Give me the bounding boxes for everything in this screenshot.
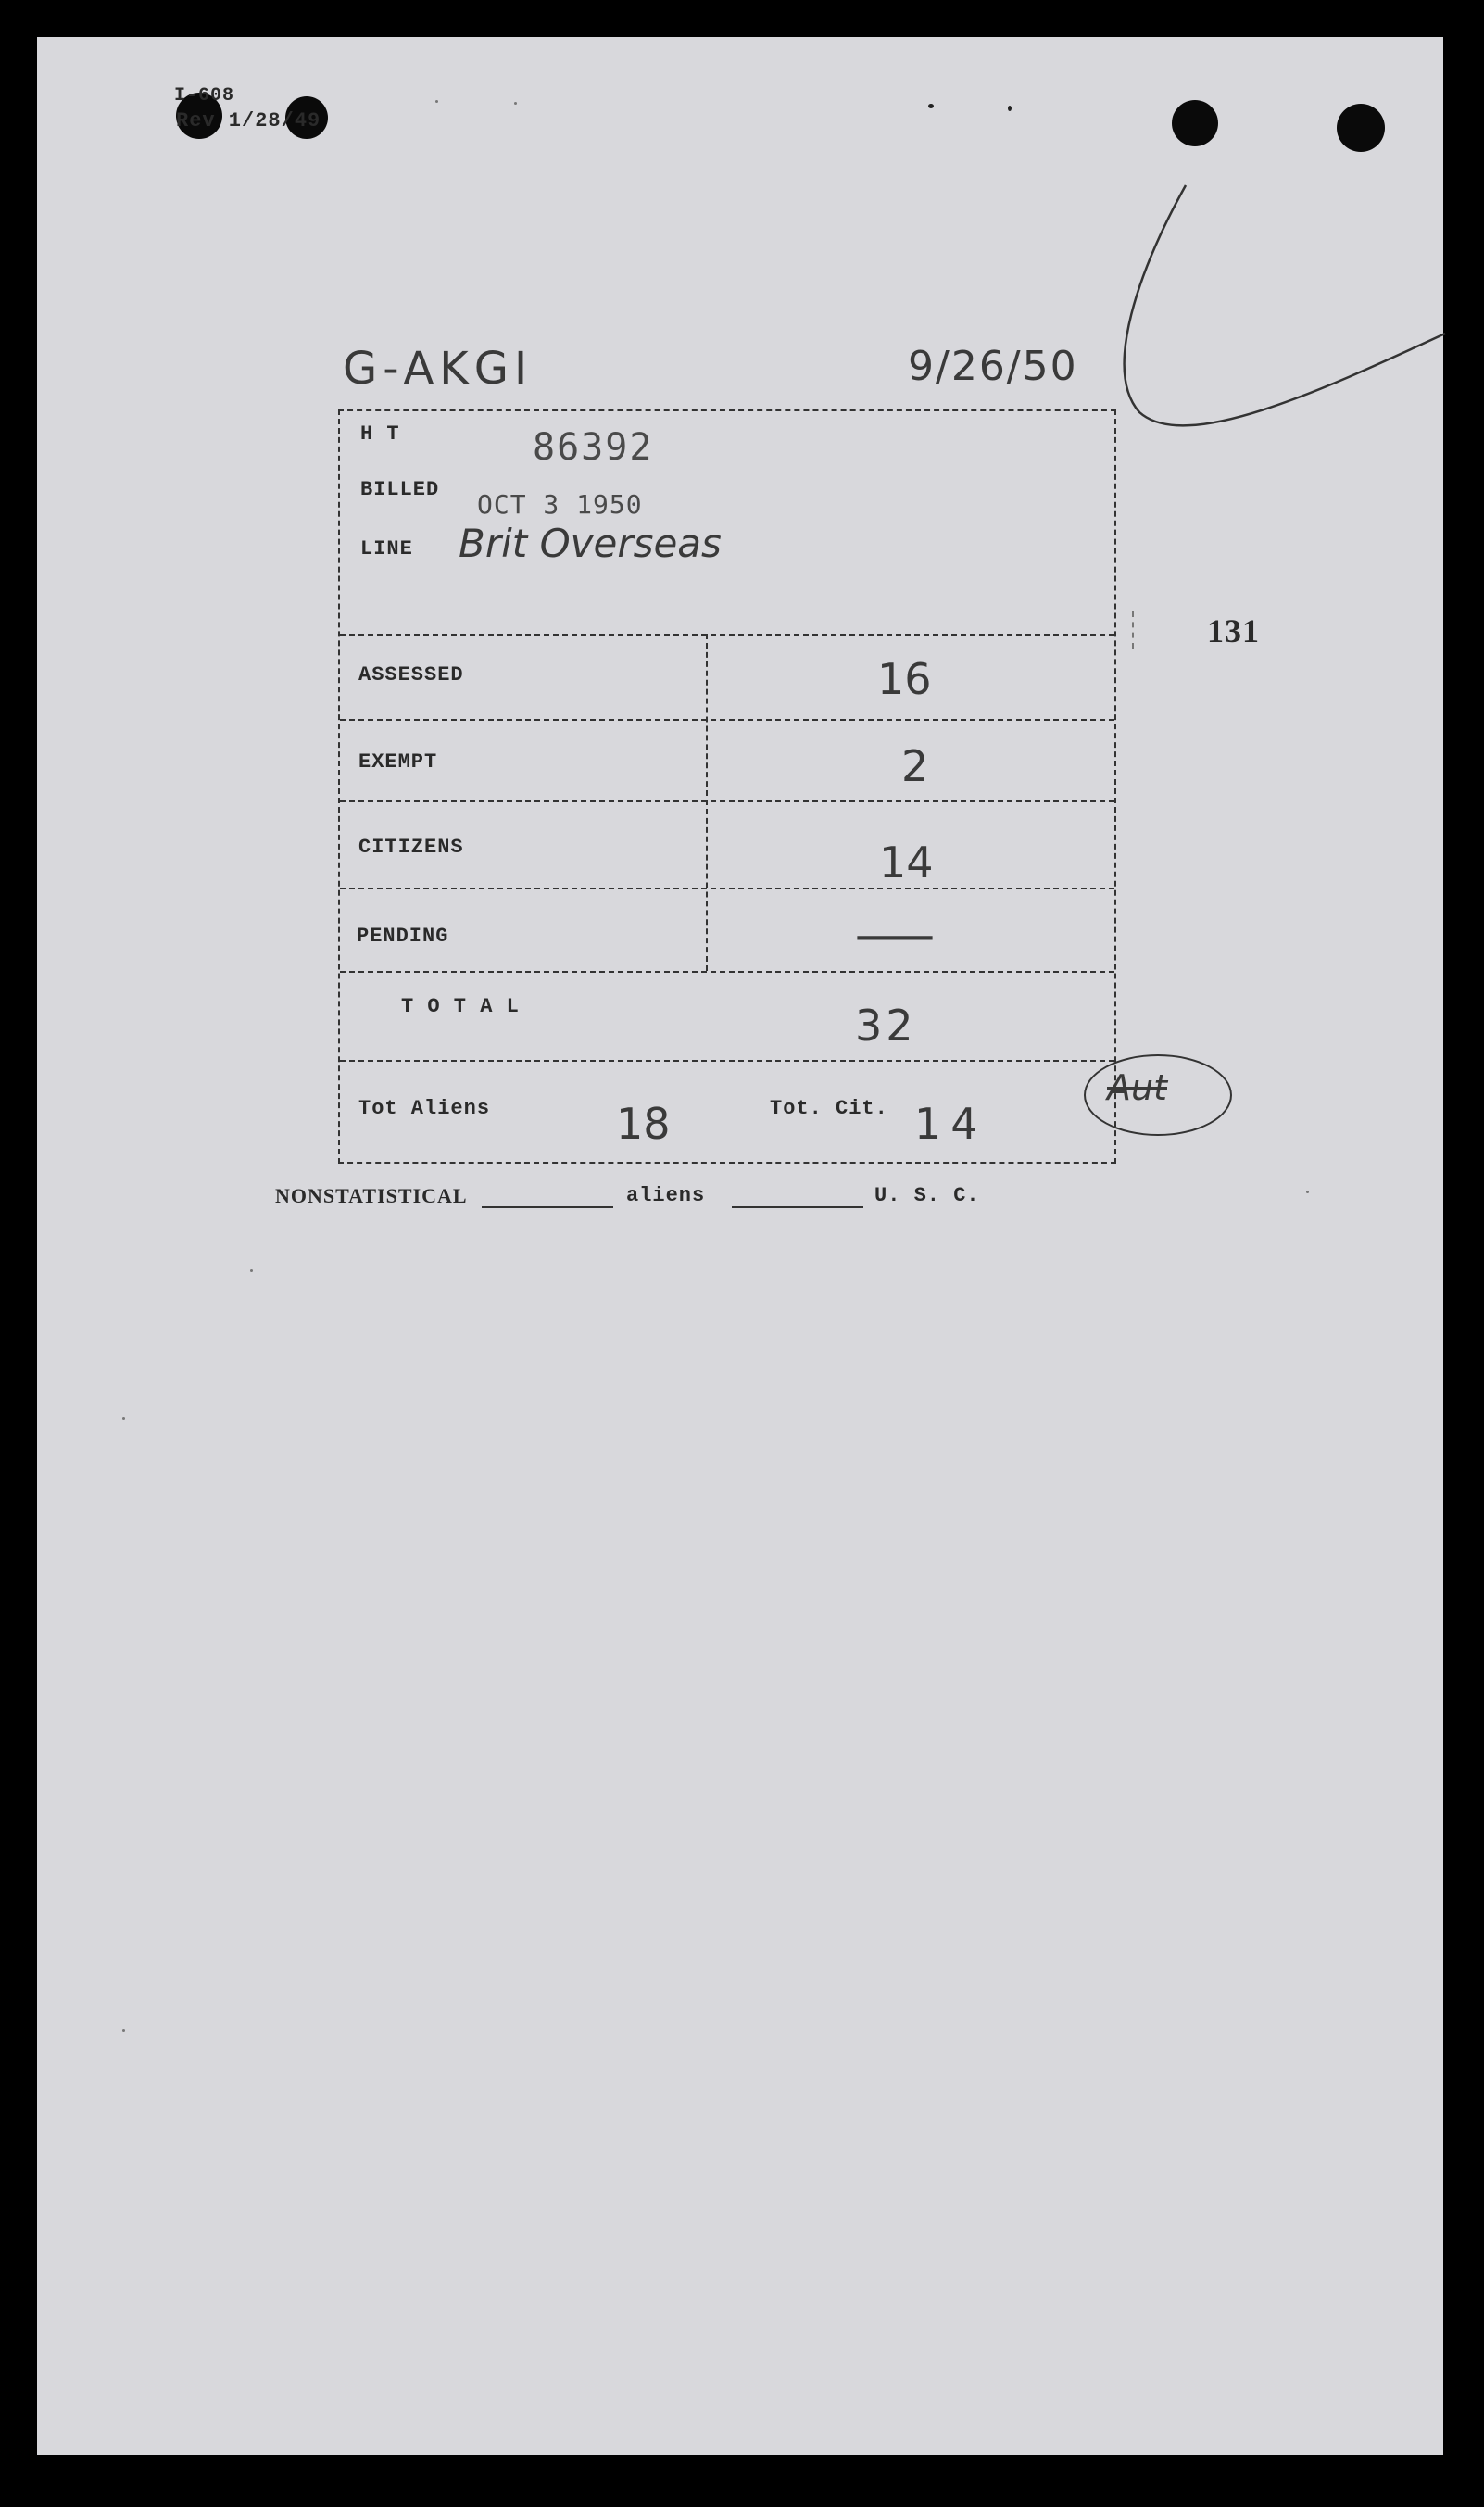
total-label: T O T A L bbox=[401, 995, 520, 1018]
speck bbox=[122, 1417, 125, 1420]
divider bbox=[340, 971, 1114, 973]
aliens-label: aliens bbox=[626, 1184, 706, 1207]
column-divider bbox=[706, 634, 708, 971]
billed-label: BILLED bbox=[360, 478, 440, 501]
nonstatistical-blank bbox=[482, 1206, 613, 1208]
row-label-citizens: CITIZENS bbox=[358, 836, 464, 859]
speck bbox=[1008, 106, 1012, 111]
pen-arc bbox=[1102, 167, 1473, 463]
total-value: 32 bbox=[855, 1001, 917, 1051]
form-table bbox=[338, 409, 1116, 1164]
ht-label: H T bbox=[360, 422, 400, 446]
row-label-assessed: ASSESSED bbox=[358, 663, 464, 687]
speck bbox=[514, 102, 517, 105]
aircraft-registration: G-AKGI bbox=[343, 343, 534, 395]
divider bbox=[340, 800, 1114, 802]
divider bbox=[340, 719, 1114, 721]
usc-label: U. S. C. bbox=[874, 1184, 980, 1207]
billed-date: OCT 3 1950 bbox=[477, 489, 643, 520]
row-value-citizens: 14 bbox=[879, 838, 934, 888]
speck bbox=[1306, 1191, 1309, 1193]
form-revision: Rev 1/28/49 bbox=[176, 109, 321, 132]
speck bbox=[250, 1269, 253, 1272]
divider bbox=[340, 634, 1114, 636]
aliens-blank bbox=[732, 1206, 863, 1208]
line-label: LINE bbox=[360, 537, 413, 561]
speck bbox=[122, 2029, 125, 2032]
document-card bbox=[37, 37, 1443, 2455]
handwritten-date: 9/26/50 bbox=[908, 343, 1078, 390]
side-mark bbox=[1132, 611, 1147, 649]
ht-number: 86392 bbox=[533, 426, 654, 469]
row-label-pending: PENDING bbox=[357, 925, 449, 948]
row-value-assessed: 16 bbox=[877, 654, 932, 704]
row-label-exempt: EXEMPT bbox=[358, 750, 438, 774]
punch-hole-right bbox=[1172, 100, 1218, 146]
tot-cit-value: 14 bbox=[914, 1099, 987, 1149]
speck bbox=[928, 104, 934, 108]
initials: Aut bbox=[1107, 1067, 1167, 1108]
divider bbox=[340, 888, 1114, 889]
tot-aliens-value: 18 bbox=[616, 1099, 671, 1149]
punch-hole-far-right bbox=[1337, 104, 1385, 152]
row-value-pending: — bbox=[853, 902, 937, 967]
line-value: Brit Overseas bbox=[459, 521, 722, 566]
tot-cit-label: Tot. Cit. bbox=[770, 1097, 888, 1120]
row-value-exempt: 2 bbox=[901, 741, 929, 791]
divider bbox=[340, 1060, 1114, 1062]
tot-aliens-label: Tot Aliens bbox=[358, 1097, 491, 1120]
speck bbox=[435, 100, 438, 103]
side-number: 131 bbox=[1207, 612, 1260, 649]
nonstatistical-label: NONSTATISTICAL bbox=[275, 1184, 468, 1207]
form-number: I-608 bbox=[174, 85, 235, 107]
